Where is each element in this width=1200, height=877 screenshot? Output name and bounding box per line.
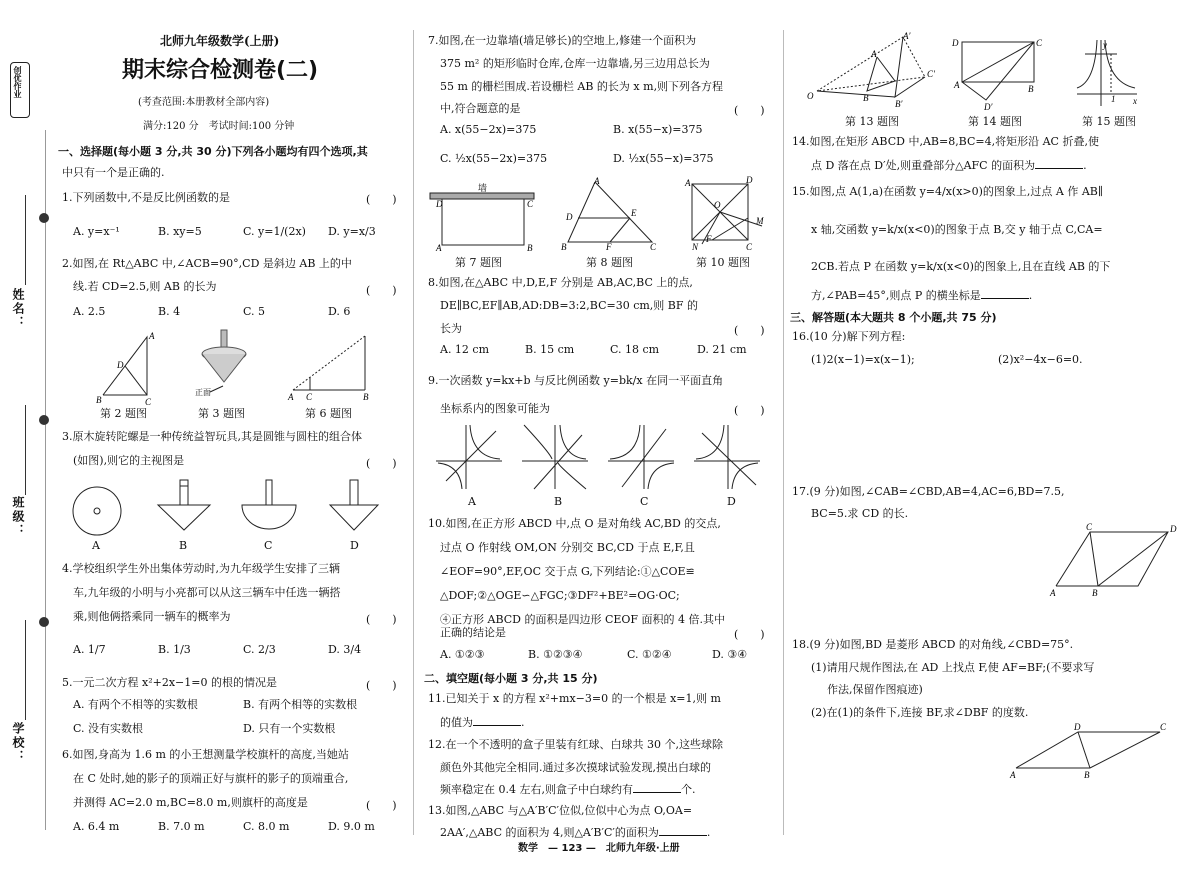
- q9-option-b[interactable]: B: [554, 495, 563, 508]
- svg-text:A: A: [594, 176, 600, 186]
- svg-text:D: D: [1074, 722, 1081, 732]
- svg-text:C: C: [145, 397, 152, 407]
- q9-answer-paren[interactable]: ( ): [734, 404, 765, 417]
- svg-text:N: N: [692, 242, 699, 252]
- svg-text:B: B: [1028, 84, 1034, 94]
- q3-option-b[interactable]: B: [179, 539, 188, 552]
- q2-option-d[interactable]: D. 6: [328, 305, 351, 318]
- q6-option-b[interactable]: B. 7.0 m: [158, 820, 205, 833]
- q6-option-a[interactable]: A. 6.4 m: [73, 820, 120, 833]
- q5-option-d[interactable]: D. 只有一个实数根: [243, 722, 336, 735]
- q14-line-1: 14.如图,在矩形 ABCD 中,AB=8,BC=4,将矩形沿 AC 折叠,使: [792, 135, 1099, 148]
- svg-text:A: A: [149, 331, 155, 341]
- sidebar-tag: [10, 62, 30, 118]
- svg-text:D: D: [436, 199, 443, 209]
- figure-q8-caption: 第 8 题图: [586, 256, 633, 269]
- svg-text:O: O: [714, 200, 721, 210]
- q10-line-6: 正确的结论是: [440, 626, 506, 639]
- figure-q14-caption: 第 14 题图: [968, 115, 1022, 128]
- figure-q10: [684, 175, 764, 252]
- q12-answer-blank[interactable]: [633, 780, 681, 793]
- binding-hole-1: [39, 213, 49, 223]
- q1-answer-paren[interactable]: ( ): [366, 193, 397, 206]
- svg-text:y: y: [1103, 40, 1107, 50]
- column-divider-2: [783, 30, 784, 835]
- svg-text:D: D: [746, 175, 753, 185]
- figure-q6-caption: 第 6 题图: [305, 407, 352, 420]
- svg-text:D: D: [1170, 524, 1177, 534]
- svg-text:B: B: [527, 243, 533, 253]
- q1-option-a[interactable]: A. y=x⁻¹: [73, 225, 120, 238]
- q8-option-a[interactable]: A. 12 cm: [440, 343, 490, 356]
- q2-line-1: 2.如图,在 Rt△ABC 中,∠ACB=90°,CD 是斜边 AB 上的中: [62, 257, 352, 270]
- q3-line-1: 3.原木旋转陀螺是一种传统益智玩具,其是圆锥与圆柱的组合体: [62, 430, 362, 443]
- q9-option-b-graph[interactable]: [522, 423, 592, 491]
- q16-part-2: (2)x²−4x−6=0.: [998, 353, 1083, 366]
- svg-text:A′: A′: [903, 31, 911, 41]
- q15-line-1: 15.如图,点 A(1,a)在函数 y=4/x(x>0)的图象上,过点 A 作 AB∥: [792, 185, 1103, 198]
- q4-option-c[interactable]: C. 2/3: [243, 643, 276, 656]
- q7-line-1: 7.如图,在一边靠墙(墙足够长)的空地上,修建一个面积为: [428, 34, 697, 47]
- q11-line-2-end: .: [521, 716, 525, 729]
- q9-option-c[interactable]: C: [640, 495, 649, 508]
- svg-text:F: F: [706, 234, 712, 244]
- svg-text:B: B: [1084, 770, 1090, 780]
- q8-line-2: DE∥BC,EF∥AB,AD:DB=3:2,BC=30 cm,则 BF 的: [440, 299, 699, 312]
- svg-text:B: B: [96, 395, 102, 405]
- q1-stem: 1.下列函数中,不是反比例函数的是: [62, 191, 230, 204]
- class-field[interactable]: [25, 405, 26, 495]
- q5-line-1: 5.一元二次方程 x²+2x−1=0 的根的情况是: [62, 676, 277, 689]
- svg-text:B: B: [1092, 588, 1098, 598]
- figure-q3-front-label: 正面: [195, 388, 211, 397]
- q7-line-4: 中,符合题意的是: [440, 102, 521, 115]
- q5-option-b[interactable]: B. 有两个相等的实数根: [243, 698, 358, 711]
- figure-q7-wall-label: 墙: [478, 184, 488, 194]
- svg-text:C: C: [650, 242, 657, 252]
- svg-text:E: E: [631, 208, 637, 218]
- q14-answer-blank[interactable]: [1035, 156, 1083, 169]
- figure-q6: [285, 330, 375, 400]
- svg-text:F: F: [606, 242, 612, 252]
- q15-line-4: [811, 285, 1032, 307]
- q10-line-3: ∠EOF=90°,EF,OC 交于点 G,下列结论:①△COE≌: [440, 565, 695, 578]
- figure-q13-caption: 第 13 题图: [845, 115, 899, 128]
- figure-q14: [950, 38, 1043, 113]
- q5-option-a[interactable]: A. 有两个不相等的实数根: [73, 698, 198, 711]
- q13-line-2-end: .: [706, 826, 711, 839]
- section-3-heading: 三、解答题(本大题共 8 个小题,共 75 分): [790, 311, 997, 324]
- q8-line-1: 8.如图,在△ABC 中,D,E,F 分别是 AB,AC,BC 上的点,: [428, 276, 693, 289]
- figure-q13: [805, 31, 935, 115]
- figure-q8: [560, 178, 660, 250]
- q18-line-2: (1)请用尺规作图法,在 AD 上找点 F,使 AF=BF;(不要求写: [811, 661, 1095, 674]
- q3-option-b-figure[interactable]: [158, 480, 218, 532]
- q12-line-2: 颜色外其他完全相同.通过多次摸球试验发现,摸出白球的: [440, 761, 711, 774]
- q5-answer-paren[interactable]: ( ): [366, 679, 397, 692]
- q14-line-2-text: 点 D 落在点 D′处,则重叠部分△AFC 的面积为: [811, 159, 1036, 172]
- svg-text:C: C: [1160, 722, 1167, 732]
- q18-line-4: (2)在(1)的条件下,连接 BF,求∠DBF 的度数.: [811, 706, 1029, 719]
- q16-line-1: 16.(10 分)解下列方程:: [792, 330, 906, 343]
- name-label: 姓名：: [11, 288, 25, 330]
- q8-answer-paren[interactable]: ( ): [734, 324, 765, 337]
- q10-option-d[interactable]: D. ③④: [712, 648, 748, 661]
- sidebar-divider: [45, 130, 46, 830]
- svg-text:M: M: [756, 216, 764, 226]
- q10-line-1: 10.如图,在正方形 ABCD 中,点 O 是对角线 AC,BD 的交点,: [428, 517, 721, 530]
- svg-text:1: 1: [1111, 94, 1116, 104]
- section-1-heading: 一、选择题(每小题 3 分,共 30 分)下列各小题均有四个选项,其: [58, 145, 368, 158]
- q3-option-a-figure[interactable]: [72, 486, 122, 536]
- svg-text:C: C: [1086, 522, 1093, 532]
- svg-text:B: B: [863, 93, 869, 103]
- q6-line-1: 6.如图,身高为 1.6 m 的小王想测量学校旗杆的高度,当她站: [62, 748, 349, 761]
- q1-option-b[interactable]: B. xy=5: [158, 225, 202, 238]
- q8-option-b[interactable]: B. 15 cm: [525, 343, 575, 356]
- q3-line-2: (如图),则它的主视图是: [73, 454, 185, 467]
- q7-option-c[interactable]: C. ½x(55−2x)=375: [440, 152, 548, 165]
- q15-line-2: x 轴,交函数 y=k/x(x<0)的图象于点 B,交 y 轴于点 C,CA=: [811, 223, 1103, 236]
- q4-line-2: 车,九年级的小明与小亮都可以从这三辆车中任选一辆搭: [73, 586, 341, 599]
- q17-line-2: BC=5.求 CD 的长.: [811, 507, 909, 520]
- q16-answer-area[interactable]: [792, 372, 1172, 477]
- svg-text:C: C: [746, 242, 753, 252]
- q12-line-3: [440, 779, 695, 801]
- q10-line-5: ④正方形 ABCD 的面积是四边形 CEOF 面积的 4 倍.其中: [440, 613, 726, 626]
- q10-option-b[interactable]: B. ①②③④: [528, 648, 583, 661]
- figure-q7-caption: 第 7 题图: [455, 256, 502, 269]
- svg-text:C: C: [527, 199, 534, 209]
- q9-line-2: 坐标系内的图象可能为: [440, 402, 550, 415]
- q2-option-c[interactable]: C. 5: [243, 305, 266, 318]
- svg-text:B′: B′: [895, 99, 903, 109]
- q1-option-d[interactable]: D. y=x/3: [328, 225, 376, 238]
- q15-line-3: 2CB.若点 P 在函数 y=k/x(x<0)的图象上,且在直线 AB 的下: [811, 260, 1111, 273]
- q2-answer-paren[interactable]: ( ): [366, 284, 397, 297]
- q2-option-b[interactable]: B. 4: [158, 305, 181, 318]
- figure-q18: [1010, 722, 1170, 783]
- q10-line-4: △DOF;②△OGE∽△FGC;③DF²+BE²=OG·OC;: [440, 589, 680, 602]
- q12-line-1: 12.在一个不透明的盒子里装有红球、白球共 30 个,这些球除: [428, 738, 723, 751]
- exam-scope: (考查范围:本册教材全部内容): [138, 97, 270, 108]
- page-footer: 数学 — 123 — 北师九年级·上册: [518, 843, 680, 854]
- q3-option-c-figure[interactable]: [242, 480, 302, 532]
- q4-option-d[interactable]: D. 3/4: [328, 643, 362, 656]
- svg-text:C′: C′: [927, 69, 935, 79]
- q7-option-a[interactable]: A. x(55−2x)=375: [440, 123, 537, 136]
- q9-option-c-graph[interactable]: [608, 423, 678, 491]
- q4-answer-paren[interactable]: ( ): [366, 613, 397, 626]
- q18-line-3: 作法,保留作图痕迹): [827, 683, 923, 696]
- q7-line-3: 55 m 的栅栏围成.若设栅栏 AB 的长为 x m,则下列各方程: [440, 80, 724, 93]
- q10-line-2: 过点 O 作射线 OM,ON 分别交 BC,CD 于点 E,F,且: [440, 541, 695, 554]
- q15-line-4-text: 方,∠PAB=45°,则点 P 的横坐标是: [811, 289, 981, 302]
- q4-option-b[interactable]: B. 1/3: [158, 643, 191, 656]
- svg-text:A: A: [436, 243, 442, 253]
- q13-line-1: 13.如图,△ABC 与△A′B′C′位似,位似中心为点 O,OA=: [428, 804, 693, 817]
- q14-line-2-end: .: [1083, 159, 1087, 172]
- svg-text:D: D: [566, 212, 573, 222]
- binding-hole-3: [39, 617, 49, 627]
- q8-option-c[interactable]: C. 18 cm: [610, 343, 660, 356]
- q2-option-a[interactable]: A. 2.5: [73, 305, 106, 318]
- school-field[interactable]: [25, 620, 26, 720]
- q7-option-d[interactable]: D. ½x(55−x)=375: [613, 152, 714, 165]
- q11-answer-blank[interactable]: [473, 713, 521, 726]
- svg-text:D: D: [117, 360, 124, 370]
- paper-subtitle: 北师九年级数学(上册): [160, 34, 280, 48]
- q15-answer-blank[interactable]: [981, 286, 1029, 299]
- figure-q15: [1075, 38, 1140, 108]
- q12-line-3-text: 频率稳定在 0.4 左右,则盒子中白球约有: [440, 783, 633, 796]
- q6-option-c[interactable]: C. 8.0 m: [243, 820, 290, 833]
- q10-option-c[interactable]: C. ①②④: [627, 648, 672, 661]
- svg-text:D: D: [952, 38, 959, 48]
- q4-line-1: 4.学校组织学生外出集体劳动时,为九年级学生安排了三辆: [62, 562, 340, 575]
- svg-text:C: C: [306, 392, 313, 402]
- q11-line-2: [440, 712, 525, 734]
- svg-text:B: B: [363, 392, 369, 402]
- figure-q15-caption: 第 15 题图: [1082, 115, 1136, 128]
- q13-answer-blank[interactable]: [659, 823, 707, 836]
- column-divider-1: [413, 30, 414, 835]
- q9-option-a-graph[interactable]: [436, 423, 506, 491]
- name-field[interactable]: [25, 195, 26, 285]
- q10-option-a[interactable]: A. ①②③: [440, 648, 485, 661]
- q9-option-d[interactable]: D: [727, 495, 736, 508]
- q17-line-1: 17.(9 分)如图,∠CAB=∠CBD,AB=4,AC=6,BD=7.5,: [792, 485, 1065, 498]
- q18-line-1: 18.(9 分)如图,BD 是菱形 ABCD 的对角线,∠CBD=75°.: [792, 638, 1074, 651]
- q3-option-d[interactable]: D: [350, 539, 359, 552]
- q16-part-1: (1)2(x−1)=x(x−1);: [811, 353, 915, 366]
- q4-option-a[interactable]: A. 1/7: [73, 643, 106, 656]
- q17-answer-area[interactable]: [792, 526, 1042, 631]
- q6-answer-paren[interactable]: ( ): [366, 799, 397, 812]
- figure-q17: [1048, 522, 1178, 600]
- svg-text:A: A: [871, 49, 877, 59]
- svg-text:A: A: [954, 80, 960, 90]
- q10-answer-paren[interactable]: ( ): [734, 628, 765, 641]
- q8-line-3: 长为: [440, 322, 462, 335]
- exam-score: 满分:120 分 考试时间:100 分钟: [143, 121, 295, 132]
- svg-text:A: A: [685, 178, 691, 188]
- sidebar-tag-text: 创优作业: [13, 66, 23, 98]
- q11-line-1: 11.已知关于 x 的方程 x²+mx−3=0 的一个根是 x=1,则 m: [428, 692, 721, 705]
- q7-answer-paren[interactable]: ( ): [734, 104, 765, 117]
- q9-option-d-graph[interactable]: [694, 423, 764, 491]
- q6-line-3: 并测得 AC=2.0 m,BC=8.0 m,则旗杆的高度是: [73, 796, 308, 809]
- q2-line-2: 线.若 CD=2.5,则 AB 的长为: [73, 280, 217, 293]
- svg-text:O: O: [807, 91, 814, 101]
- q1-option-c[interactable]: C. y=1/(2x): [243, 225, 306, 238]
- q3-option-c[interactable]: C: [264, 539, 273, 552]
- svg-text:C: C: [1036, 38, 1043, 48]
- q15-line-4-end: .: [1028, 289, 1033, 302]
- svg-text:D′: D′: [984, 102, 993, 112]
- svg-text:A: A: [1010, 770, 1016, 780]
- svg-text:B: B: [561, 242, 567, 252]
- svg-text:A: A: [288, 392, 294, 402]
- q6-option-d[interactable]: D. 9.0 m: [328, 820, 375, 833]
- section-2-heading: 二、填空题(每小题 3 分,共 15 分): [424, 672, 598, 685]
- figure-q2-caption: 第 2 题图: [100, 407, 147, 420]
- q3-option-a[interactable]: A: [92, 539, 100, 552]
- q18-answer-area[interactable]: [792, 725, 1002, 825]
- q3-answer-paren[interactable]: ( ): [366, 457, 397, 470]
- q3-option-d-figure[interactable]: [330, 480, 390, 532]
- svg-text:x: x: [1133, 96, 1137, 106]
- q6-line-2: 在 C 处时,她的影子的顶端正好与旗杆的影子的顶端重合,: [73, 772, 349, 785]
- school-label: 学校：: [11, 722, 25, 764]
- section-1-heading-cont: 中只有一个是正确的.: [62, 166, 165, 179]
- figure-q10-caption: 第 10 题图: [696, 256, 750, 269]
- q13-line-2-text: 2AA′,△ABC 的面积为 4,则△A′B′C′的面积为: [440, 826, 659, 839]
- q4-line-3: 乘,则他俩搭乘同一辆车的概率为: [73, 610, 231, 623]
- q5-option-c[interactable]: C. 没有实数根: [73, 722, 144, 735]
- figure-q3-caption: 第 3 题图: [198, 407, 245, 420]
- binding-hole-2: [39, 415, 49, 425]
- q7-option-b[interactable]: B. x(55−x)=375: [613, 123, 703, 136]
- figure-q2: [95, 331, 165, 407]
- svg-text:A: A: [1050, 588, 1056, 598]
- class-label: 班级：: [11, 496, 25, 538]
- q9-option-a[interactable]: A: [468, 495, 476, 508]
- q14-line-2: [811, 155, 1087, 177]
- q9-line-1: 9.一次函数 y=kx+b 与反比例函数 y=bk/x 在同一平面直角: [428, 374, 724, 387]
- q12-line-3-end: 个.: [680, 783, 696, 796]
- q8-option-d[interactable]: D. 21 cm: [697, 343, 747, 356]
- paper-title: 期末综合检测卷(二): [122, 58, 319, 83]
- q7-line-2: 375 m² 的矩形临时仓库,仓库一边靠墙,另三边用总长为: [440, 57, 710, 70]
- q11-line-2-text: 的值为: [440, 716, 473, 729]
